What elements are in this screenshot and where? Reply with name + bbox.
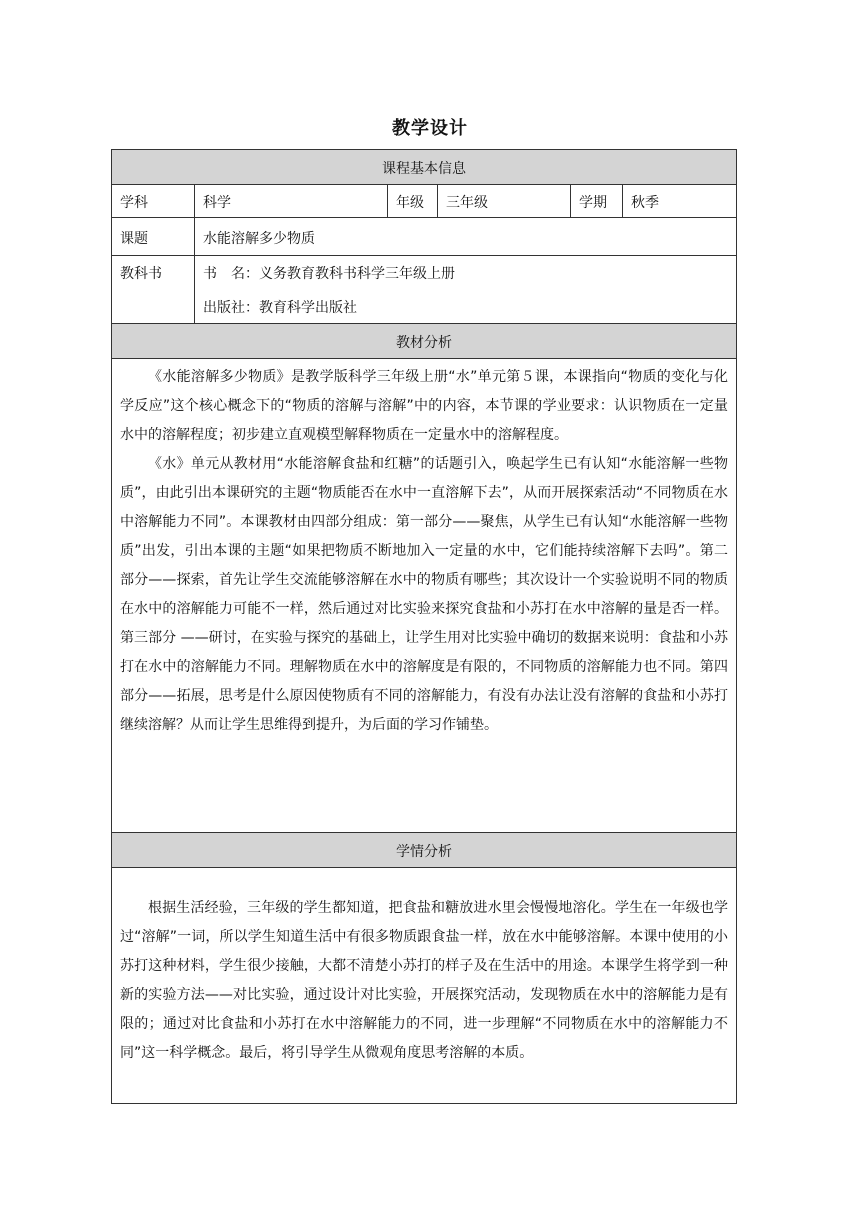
- grade-label: 年级: [396, 195, 424, 211]
- student-analysis-body: [112, 868, 736, 1103]
- grade-label-cell: [388, 185, 438, 217]
- section-header-textbook-analysis: [112, 324, 736, 359]
- term-label-cell: [571, 185, 623, 217]
- topic-value: 水能溶解多少物质: [203, 231, 315, 247]
- info-row-topic: [112, 218, 736, 256]
- textbook-label-cell: [112, 256, 195, 323]
- grade-value: 三年级: [446, 195, 488, 211]
- term-value: 秋季: [631, 195, 659, 211]
- section-header-label: 教材分析: [396, 335, 452, 351]
- subject-label-cell: [112, 185, 195, 217]
- grade-value-cell: [438, 185, 571, 217]
- info-row-subject: [112, 185, 736, 218]
- topic-label-cell: [112, 218, 195, 255]
- section-header-label: 学情分析: [396, 844, 452, 860]
- topic-value-cell: [195, 218, 736, 255]
- textbook-label: 教科书: [120, 266, 162, 282]
- page-title: 教学设计: [392, 118, 468, 139]
- section-header-label: 课程基本信息: [382, 161, 466, 177]
- section-header-student-analysis: [112, 833, 736, 868]
- term-label: 学期: [579, 195, 607, 211]
- book-name: 书 名：义务教育教科书科学三年级上册: [203, 266, 455, 282]
- info-row-textbook: [112, 256, 736, 324]
- textbook-analysis-body: [112, 359, 736, 833]
- subject-value: 科学: [203, 195, 231, 211]
- term-value-cell: [623, 185, 736, 217]
- subject-label: 学科: [120, 195, 148, 211]
- subject-value-cell: [195, 185, 388, 217]
- student-analysis-paragraph-1: 根据生活经验，三年级的学生都知道，把食盐和糖放进水里会慢慢地溶化。学生在一年级也学过“溶解”一词，所以学生知道生活中有很多物质跟食盐一样，放在水中能够溶解。本课中使用的小苏打这种材料，学生很少接触，大都不清楚小苏打的样子及在生活中的用途。本课学生将学到一种新的实验方法——对比实验，通过设计对比实验，开展探究活动，发现物质在水中的溶解能力是有限的；通过对比食盐和小苏打在水中溶解能力的不同，进一步理解“不同物质在水中的溶解能力不同”这一科学概念。最后，将引导学生从微观角度思考溶解的本质。: [120, 900, 728, 1061]
- lesson-plan-table: [111, 149, 737, 1104]
- section-header-basic-info: [112, 150, 736, 185]
- topic-label: 课题: [120, 231, 148, 247]
- textbook-analysis-paragraph-2: 《水》单元从教材用“水能溶解食盐和红糖”的话题引入，唤起学生已有认知“水能溶解一些物质”，由此引出本课研究的主题“物质能否在水中一直溶解下去”，从而开展探索活动“不同物质在水中溶解能力不同”。本课教材由四部分组成：第一部分——聚焦，从学生已有认知“水能溶解一些物质”出发，引出本课的主题“如果把物质不断地加入一定量的水中，它们能持续溶解下去吗”。第二部分——探索，首先让学生交流能够溶解在水中的物质有哪些；其次设计一个实验说明不同的物质在水中的溶解能力可能不一样，然后通过对比实验来探究食盐和小苏打在水中溶解的量是否一样。第三部分 ——研讨，在实验与探究的基础上，让学生用对比实验中确切的数据来说明：食盐和小苏打在水中的溶解能力不同。理解物质在水中的溶解度是有限的，不同物质的溶解能力也不同。第四部分——拓展，思考是什么原因使物质有不同的溶解能力，有没有办法让没有溶解的食盐和小苏打继续溶解？从而让学生思维得到提升，为后面的学习作铺垫。: [120, 456, 728, 733]
- publisher: 出版社：教育科学出版社: [203, 300, 357, 316]
- textbook-analysis-paragraph-1: 《水能溶解多少物质》是教学版科学三年级上册“水”单元第５课，本课指向“物质的变化与化学反应”这个核心概念下的“物质的溶解与溶解”中的内容，本节课的学业要求：认识物质在一定量水中的溶解程度；初步建立直观模型解释物质在一定量水中的溶解程度。: [120, 369, 728, 443]
- textbook-value-cell: [195, 256, 736, 323]
